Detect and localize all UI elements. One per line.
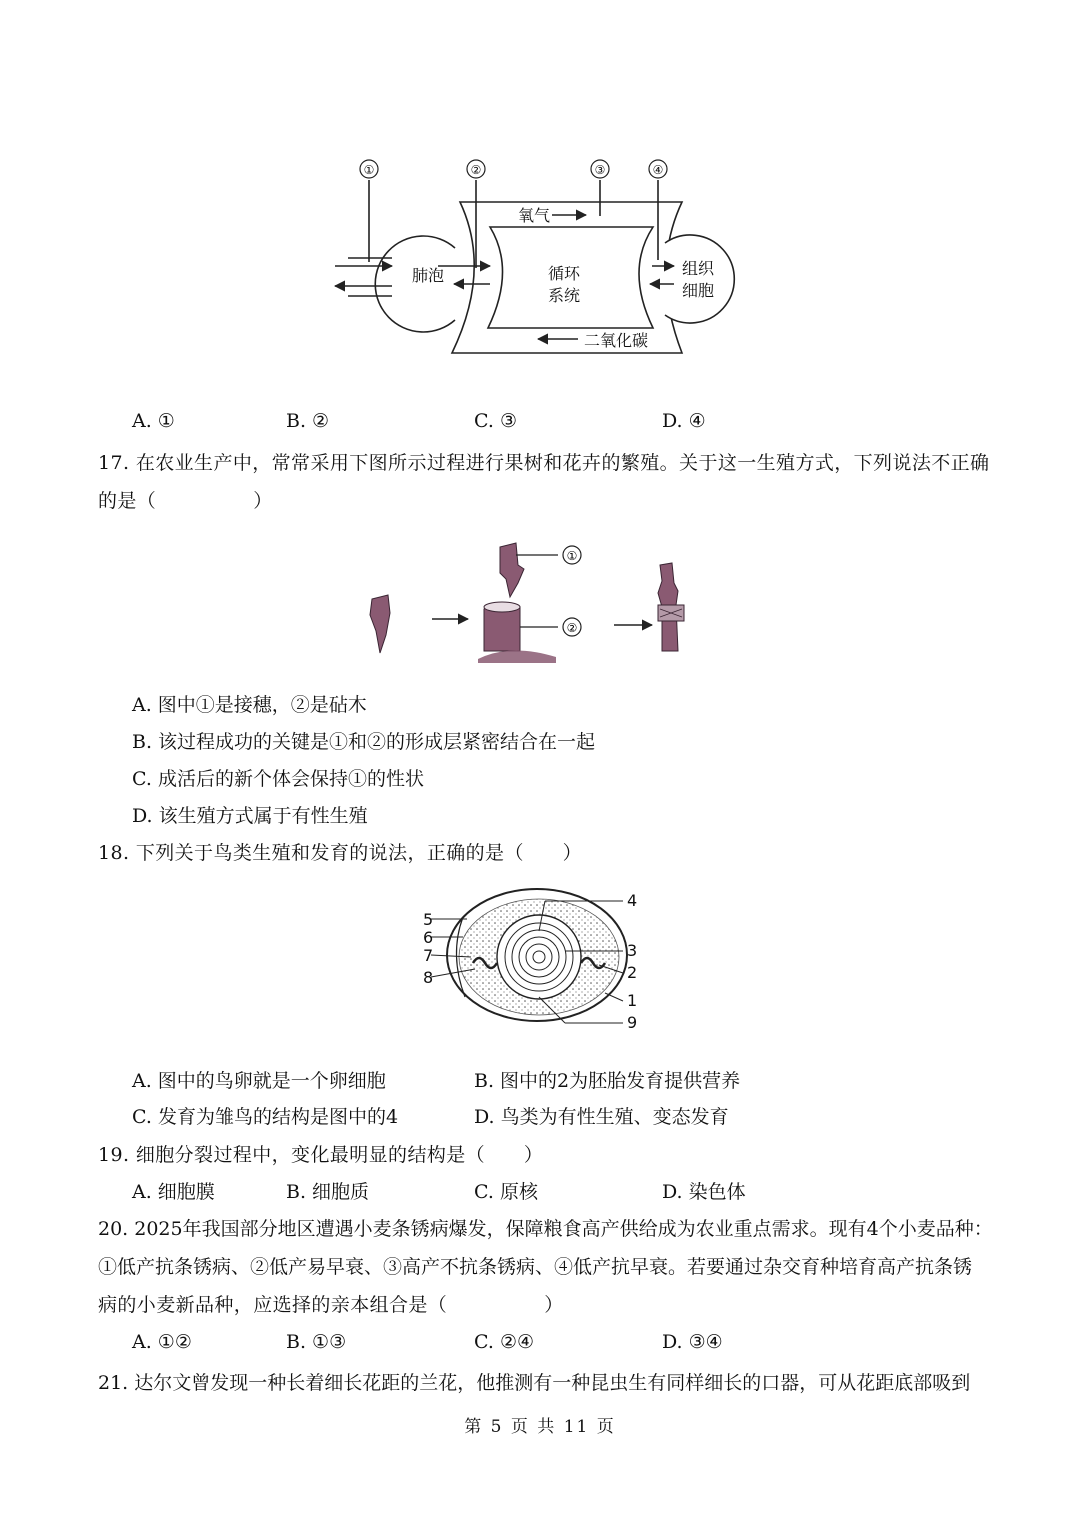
egg-label-7: 7 — [423, 946, 434, 965]
q18-stem: 18. 下列关于鸟类生殖和发育的说法，正确的是（ ） — [98, 842, 583, 864]
q17-option-a[interactable]: A. 图中①是接穗，②是砧木 — [132, 694, 367, 716]
marker-2: ② — [470, 163, 482, 177]
q19-stem: 19. 细胞分裂过程中，变化最明显的结构是（ ） — [98, 1144, 544, 1166]
q17-option-d[interactable]: D. 该生殖方式属于有性生殖 — [132, 805, 368, 827]
grafting-diagram — [360, 535, 700, 670]
circulation-label-2: 系统 — [548, 286, 581, 305]
egg-label-6: 6 — [423, 928, 434, 947]
egg-label-1: 1 — [627, 991, 638, 1010]
graft-label-1: ① — [566, 549, 578, 563]
q20-option-c[interactable]: C. ②④ — [474, 1331, 535, 1353]
co2-label: 二氧化碳 — [584, 331, 649, 350]
q16-option-a[interactable]: A. ① — [132, 410, 175, 432]
egg-label-8: 8 — [423, 968, 434, 987]
q18-option-b[interactable]: B. 图中的2为胚胎发育提供营养 — [474, 1070, 741, 1092]
q16-option-d[interactable]: D. ④ — [662, 410, 706, 432]
alveolus-label: 肺泡 — [412, 266, 445, 285]
q17-stem-line2: 的是（ ） — [98, 490, 273, 512]
egg-label-9: 9 — [627, 1013, 638, 1032]
marker-1: ① — [363, 163, 375, 177]
egg-label-5: 5 — [423, 910, 434, 929]
q18-option-d[interactable]: D. 鸟类为有性生殖、变态发育 — [474, 1106, 729, 1128]
q17-stem-line1: 17. 在农业生产中，常常采用下图所示过程进行果树和花卉的繁殖。关于这一生殖方式，下列说法不正确 — [98, 452, 990, 474]
tissue-label-1: 组织 — [682, 259, 715, 278]
egg-label-3: 3 — [627, 941, 638, 960]
q18-option-a[interactable]: A. 图中的鸟卵就是一个卵细胞 — [132, 1070, 386, 1092]
egg-label-2: 2 — [627, 963, 638, 982]
q19-option-d[interactable]: D. 染色体 — [662, 1181, 746, 1203]
q20-stem-line1: 20. 2025年我国部分地区遭遇小麦条锈病爆发，保障粮食高产供给成为农业重点需求。现有4个小麦品种： — [98, 1218, 993, 1240]
q20-stem-line2: ①低产抗条锈病、②低产易早衰、③高产不抗条锈病、④低产抗早衰。若要通过杂交育种培育高产抗条锈 — [98, 1256, 973, 1278]
q19-option-a[interactable]: A. 细胞膜 — [132, 1181, 215, 1203]
oxygen-label: 氧气 — [518, 206, 551, 225]
q16-option-b[interactable]: B. ② — [286, 410, 330, 432]
q16-option-c[interactable]: C. ③ — [474, 410, 517, 432]
q19-option-c[interactable]: C. 原核 — [474, 1181, 538, 1203]
marker-4: ④ — [652, 163, 664, 177]
q20-option-d[interactable]: D. ③④ — [662, 1331, 723, 1353]
q20-option-b[interactable]: B. ①③ — [286, 1331, 347, 1353]
respiration-diagram — [320, 150, 760, 365]
q19-option-b[interactable]: B. 细胞质 — [286, 1181, 370, 1203]
page-footer: 第 5 页 共 11 页 — [464, 1417, 616, 1437]
q17-option-c[interactable]: C. 成活后的新个体会保持①的性状 — [132, 768, 424, 790]
marker-3: ③ — [594, 163, 606, 177]
egg-label-4: 4 — [627, 891, 638, 910]
q20-stem-line3: 病的小麦新品种，应选择的亲本组合是（ ） — [98, 1294, 564, 1316]
bird-egg-diagram — [415, 885, 655, 1040]
q21-stem-line1: 21. 达尔文曾发现一种长着细长花距的兰花，他推测有一种昆虫生有同样细长的口器，可从花距底部吸到 — [98, 1372, 971, 1394]
graft-label-2: ② — [566, 621, 578, 635]
q18-option-c[interactable]: C. 发育为雏鸟的结构是图中的4 — [132, 1106, 399, 1128]
q20-option-a[interactable]: A. ①② — [132, 1331, 192, 1353]
circulation-label-1: 循环 — [548, 264, 581, 283]
q17-option-b[interactable]: B. 该过程成功的关键是①和②的形成层紧密结合在一起 — [132, 731, 596, 753]
tissue-label-2: 细胞 — [682, 281, 715, 300]
